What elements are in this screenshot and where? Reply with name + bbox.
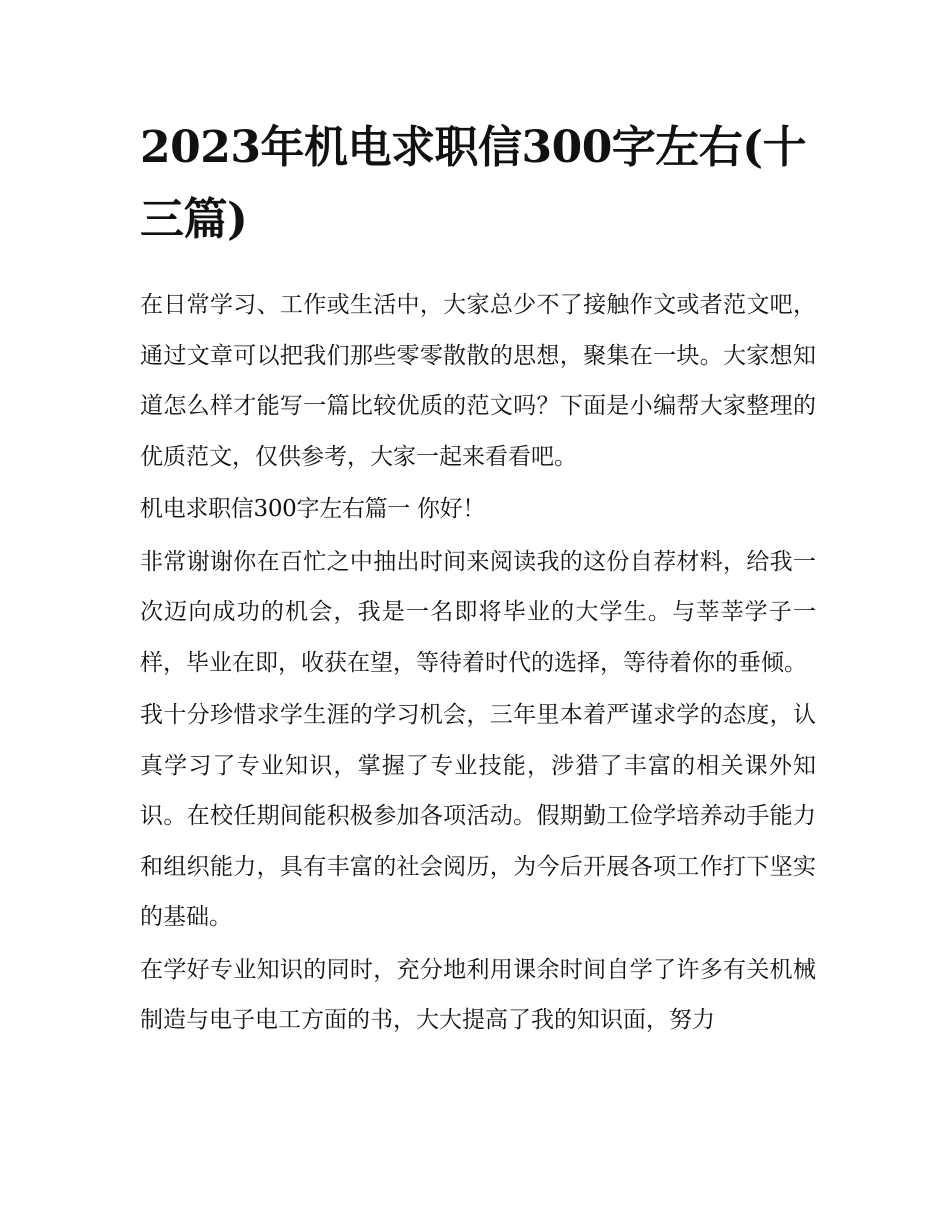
document-body [140,280,816,1048]
document-title: 2023年机电求职信300字左右(十三篇) [140,122,807,245]
body-paragraph: 我十分珍惜求学生涯的学习机会，三年里本着严谨求学的态度，认真学习了专业知识，掌握了专业技能，涉猎了丰富的相关课外知识。在校任期间能积极参加各项活动。假期勤工俭学培养动手能力和组织能力，具有丰富的社会阅历，为今后开展各项工作打下坚实的基础。 [140,702,816,930]
body-paragraph: 非常谢谢你在百忙之中抽出时间来阅读我的这份自荐材料，给我一次迈向成功的机会，我是一名即将毕业的大学生。与莘莘学子一样，毕业在即，收获在望，等待着时代的选择，等待着你的垂倾。 [140,548,816,676]
body-paragraph: 在学好专业知识的同时，充分地利用课余时间自学了许多有关机械制造与电子电工方面的书，大大提高了我的知识面，努力 [140,956,816,1033]
section-heading-paragraph: 机电求职信300字左右篇一 你好！ [140,496,486,522]
intro-paragraph: 在日常学习、工作或生活中，大家总少不了接触作文或者范文吧，通过文章可以把我们那些零零散散的思想，聚集在一块。大家想知道怎么样才能写一篇比较优质的范文吗？下面是小编帮大家整理的优质范文，仅供参考，大家一起来看看吧。 [140,292,816,470]
